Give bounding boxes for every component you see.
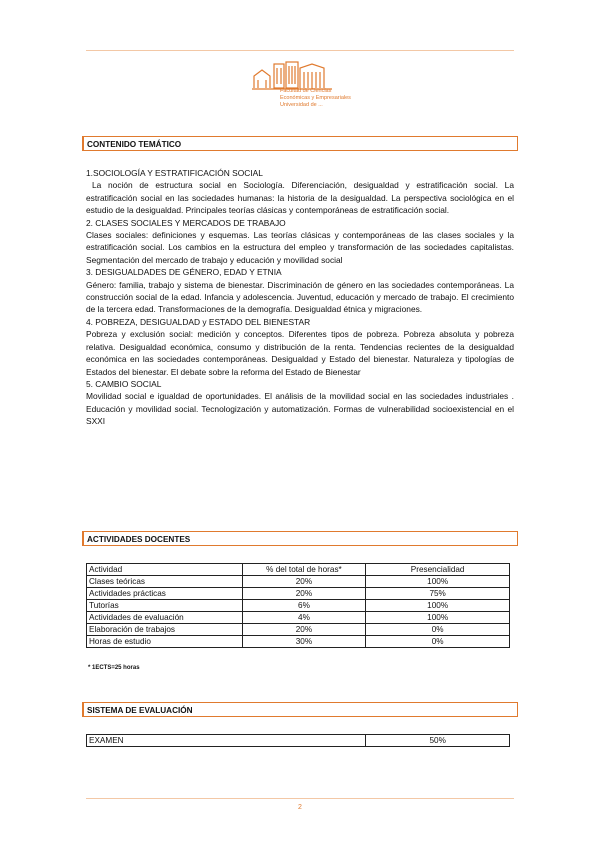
section-title-evaluacion: SISTEMA DE EVALUACIÓN bbox=[82, 702, 518, 717]
table-cell: Actividades prácticas bbox=[87, 588, 243, 600]
table-cell: Clases teóricas bbox=[87, 576, 243, 588]
topic-1-text: La noción de estructura social en Sociología. Diferenciación, desigualdad y estratificación social. La estratificación social en las sociedades humanas: la historia de la desigualdad. La perspectiva sociológica en el estudio de la desigualdad. Principales teorías clásicas y contemporáneas de estratificación social. bbox=[86, 180, 514, 216]
topic-2-text: Clases sociales: definiciones y esquemas. Las teorías clásicas y contemporáneas de las clases sociales y la estratificación social. Los cambios en la estructura del empleo y transformación de las sociedades capitalistas. Segmentación del mercado de trabajo y educación y movilidad social bbox=[86, 230, 514, 265]
table-cell: 50% bbox=[366, 735, 510, 747]
table-cell: 30% bbox=[242, 636, 366, 648]
page-number: 2 bbox=[298, 804, 302, 811]
actividades-table bbox=[86, 563, 510, 648]
topic-2-heading: 2. CLASES SOCIALES Y MERCADOS DE TRABAJO bbox=[86, 217, 286, 228]
table-row bbox=[87, 576, 510, 588]
table-row bbox=[87, 612, 510, 624]
table-row bbox=[87, 600, 510, 612]
header-rule bbox=[86, 50, 514, 51]
table-cell: 75% bbox=[366, 588, 510, 600]
table-header-row bbox=[87, 564, 510, 576]
header-cell: Actividad bbox=[87, 564, 243, 576]
table-cell: Horas de estudio bbox=[87, 636, 243, 648]
section-title-contenido: CONTENIDO TEMÁTICO bbox=[82, 136, 518, 151]
table-cell: 20% bbox=[242, 588, 366, 600]
logo-line-3: Universidad de ... bbox=[280, 102, 323, 108]
table-cell: Actividades de evaluación bbox=[87, 612, 243, 624]
topic-5-text: Movilidad social e igualdad de oportunidades. El análisis de la movilidad social en las sociedades industriales . Educación y movilidad social. Tecnologización y automatización. Formas de vulnerabilidad socioexistencial en el SXXI bbox=[86, 391, 514, 427]
footer-rule bbox=[86, 798, 514, 799]
table-cell: 4% bbox=[242, 612, 366, 624]
table-row bbox=[87, 624, 510, 636]
contenido-body bbox=[86, 167, 514, 428]
faculty-logo bbox=[252, 58, 351, 120]
table-cell: 100% bbox=[366, 612, 510, 624]
topic-3-heading: 3. DESIGUALDADES DE GÉNERO, EDAD Y ETNIA bbox=[86, 267, 282, 278]
table-cell: Tutorías bbox=[87, 600, 243, 612]
table-cell: 100% bbox=[366, 600, 510, 612]
topic-4-text: Pobreza y exclusión social: medición y conceptos. Diferentes tipos de pobreza. Pobreza absoluta y pobreza relativa. Desigualdad económica, consumo y distribución de la renta. Tendencias recientes de la desigualdad económica en las sociedades contemporáneas. Desigualdad y Estado del bienestar. Naturaleza y tipologías de Estados del bienestar. El debate sobre la reforma del Estado de Bienestar bbox=[86, 329, 514, 377]
section-title-actividades: ACTIVIDADES DOCENTES bbox=[82, 531, 518, 546]
table-cell: 100% bbox=[366, 576, 510, 588]
table-cell: Elaboración de trabajos bbox=[87, 624, 243, 636]
table-cell: 0% bbox=[366, 636, 510, 648]
table-row bbox=[87, 636, 510, 648]
header-cell: Presencialidad bbox=[366, 564, 510, 576]
table-cell: EXAMEN bbox=[87, 735, 366, 747]
topic-1-heading: 1.SOCIOLOGÍA Y ESTRATIFICACIÓN SOCIAL bbox=[86, 168, 263, 178]
table-row bbox=[87, 735, 510, 747]
table-cell: 0% bbox=[366, 624, 510, 636]
table-cell: 20% bbox=[242, 624, 366, 636]
topic-3-text: Género: familia, trabajo y sistema de bienestar. Discriminación de género en las sociedades contemporáneas. La construcción social de la edad. Infancia y adolescencia. Juventud, educación y mercado de trabajo. El crecimiento de la tercera edad. Transformaciones de la demografía. Desigualdad étnica y migraciones. bbox=[86, 279, 514, 315]
table-cell: 6% bbox=[242, 600, 366, 612]
table-row bbox=[87, 588, 510, 600]
logo-line-2: Económicas y Empresariales bbox=[280, 95, 351, 101]
topic-4-heading: 4. POBREZA, DESIGUALDAD y ESTADO DEL BIENESTAR bbox=[86, 316, 311, 327]
evaluacion-table bbox=[86, 734, 510, 747]
header-cell: % del total de horas* bbox=[242, 564, 366, 576]
ects-note: * 1ECTS=25 horas bbox=[88, 665, 140, 671]
logo-line-1: Facultad de Ciencias bbox=[280, 88, 332, 94]
topic-5-heading: 5. CAMBIO SOCIAL bbox=[86, 378, 162, 389]
table-cell: 20% bbox=[242, 576, 366, 588]
